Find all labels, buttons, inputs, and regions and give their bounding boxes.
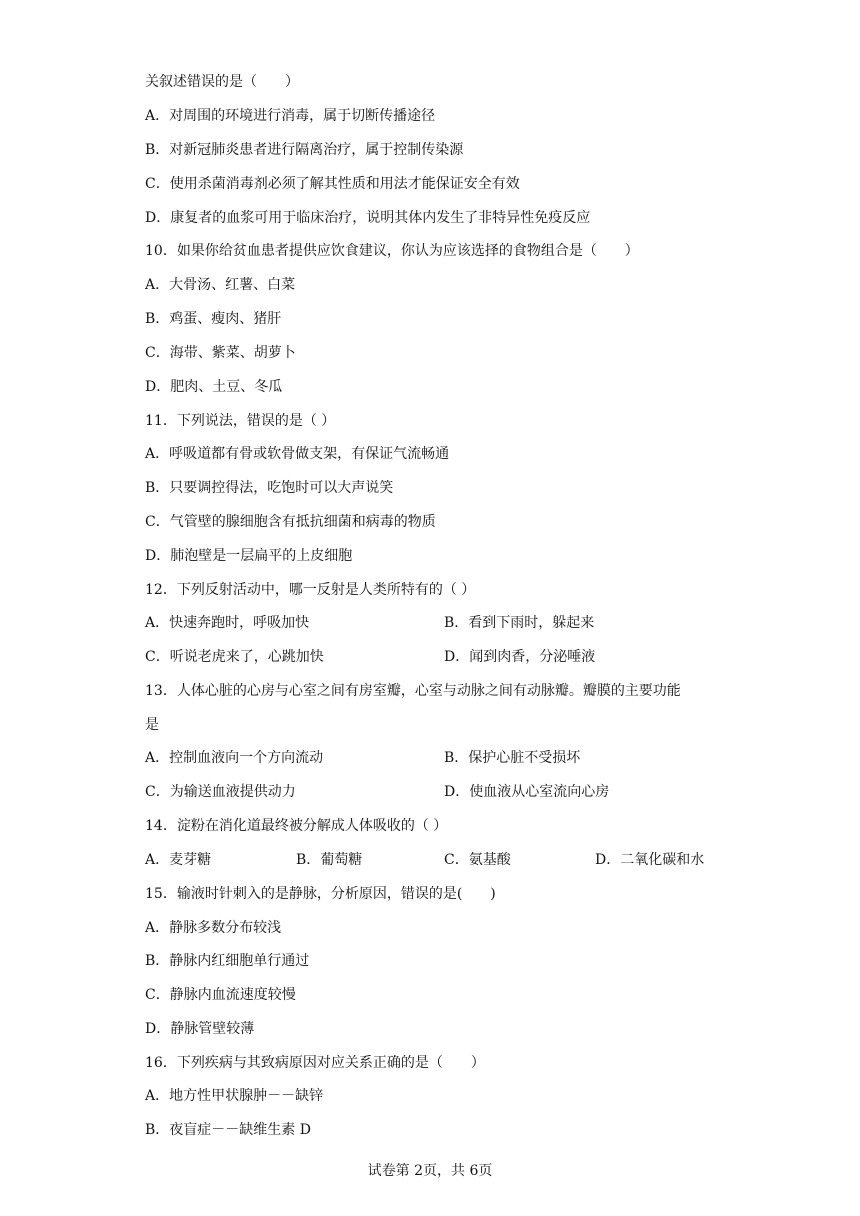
q9-option-a: A．对周围的环境进行消毒，属于切断传播途径 — [145, 108, 436, 124]
q15-option-a: A．静脉多数分布较浅 — [145, 920, 282, 936]
q10-stem: 10．如果你给贫血患者提供应饮食建议，你认为应该选择的食物组合是（ ） — [145, 243, 639, 259]
q15-option-b: B．静脉内红细胞单行通过 — [145, 953, 310, 969]
q12-option-a: A．快速奔跑时，呼吸加快 — [145, 615, 310, 631]
q11-stem: 11．下列说法，错误的是（ ） — [145, 413, 336, 429]
q12-option-d: D．闻到肉香，分泌唾液 — [444, 649, 596, 665]
page-footer: 试卷第 2页，共 6页 — [367, 1163, 493, 1179]
q11-option-d: D．肺泡壁是一层扁平的上皮细胞 — [145, 548, 353, 564]
q14-stem: 14．淀粉在消化道最终被分解成人体吸收的（ ） — [145, 818, 448, 834]
q15-option-c: C．静脉内血流速度较慢 — [145, 987, 296, 1003]
q11-option-a: A．呼吸道都有骨或软骨做支架，有保证气流畅通 — [145, 446, 450, 462]
q13-stem: 13．人体心脏的心房与心室之间有房室瓣，心室与动脉之间有动脉瓣。瓣膜的主要功能 — [145, 683, 681, 699]
q14-option-b: B．葡萄糖 — [296, 852, 363, 868]
q15-option-d: D．静脉管壁较薄 — [145, 1021, 255, 1037]
q13-stem-cont: 是 — [145, 717, 159, 733]
q14-option-c: C．氨基酸 — [444, 852, 511, 868]
q16-option-b: B．夜盲症－－缺维生素 D — [145, 1122, 311, 1138]
q9-option-b: B．对新冠肺炎患者进行隔离治疗，属于控制传染源 — [145, 142, 464, 158]
q13-option-c: C．为输送血液提供动力 — [145, 784, 296, 800]
q9-option-c: C．使用杀菌消毒剂必须了解其性质和用法才能保证安全有效 — [145, 176, 520, 192]
q15-stem: 15．输液时针刺入的是静脉，分析原因，错误的是( ) — [145, 886, 496, 902]
q12-option-c: C．听说老虎来了，心跳加快 — [145, 649, 324, 665]
q12-option-b: B．看到下雨时，躲起来 — [444, 615, 595, 631]
q9-option-d: D．康复者的血浆可用于临床治疗，说明其体内发生了非特异性免疫反应 — [145, 210, 591, 226]
q13-option-a: A．控制血液向一个方向流动 — [145, 750, 324, 766]
q16-stem: 16．下列疾病与其致病原因对应关系正确的是（ ） — [145, 1055, 485, 1071]
q10-option-a: A．大骨汤、红薯、白菜 — [145, 277, 296, 293]
q16-option-a: A．地方性甲状腺肿－－缺锌 — [145, 1088, 324, 1104]
q11-option-b: B．只要调控得法，吃饱时可以大声说笑 — [145, 480, 394, 496]
q14-option-a: A．麦芽糖 — [145, 852, 212, 868]
q13-option-d: D．使血液从心室流向心房 — [444, 784, 610, 800]
q10-option-c: C．海带、紫菜、胡萝卜 — [145, 345, 296, 361]
q13-option-b: B．保护心脏不受损坏 — [444, 750, 581, 766]
q9-stem-tail: 关叙述错误的是（ ） — [145, 74, 299, 90]
q11-option-c: C．气管壁的腺细胞含有抵抗细菌和病毒的物质 — [145, 514, 436, 530]
q12-stem: 12．下列反射活动中，哪一反射是人类所特有的（ ） — [145, 582, 476, 598]
q14-option-d: D．二氧化碳和水 — [595, 852, 705, 868]
q10-option-b: B．鸡蛋、瘦肉、猪肝 — [145, 311, 282, 327]
q10-option-d: D．肥肉、土豆、冬瓜 — [145, 379, 283, 395]
